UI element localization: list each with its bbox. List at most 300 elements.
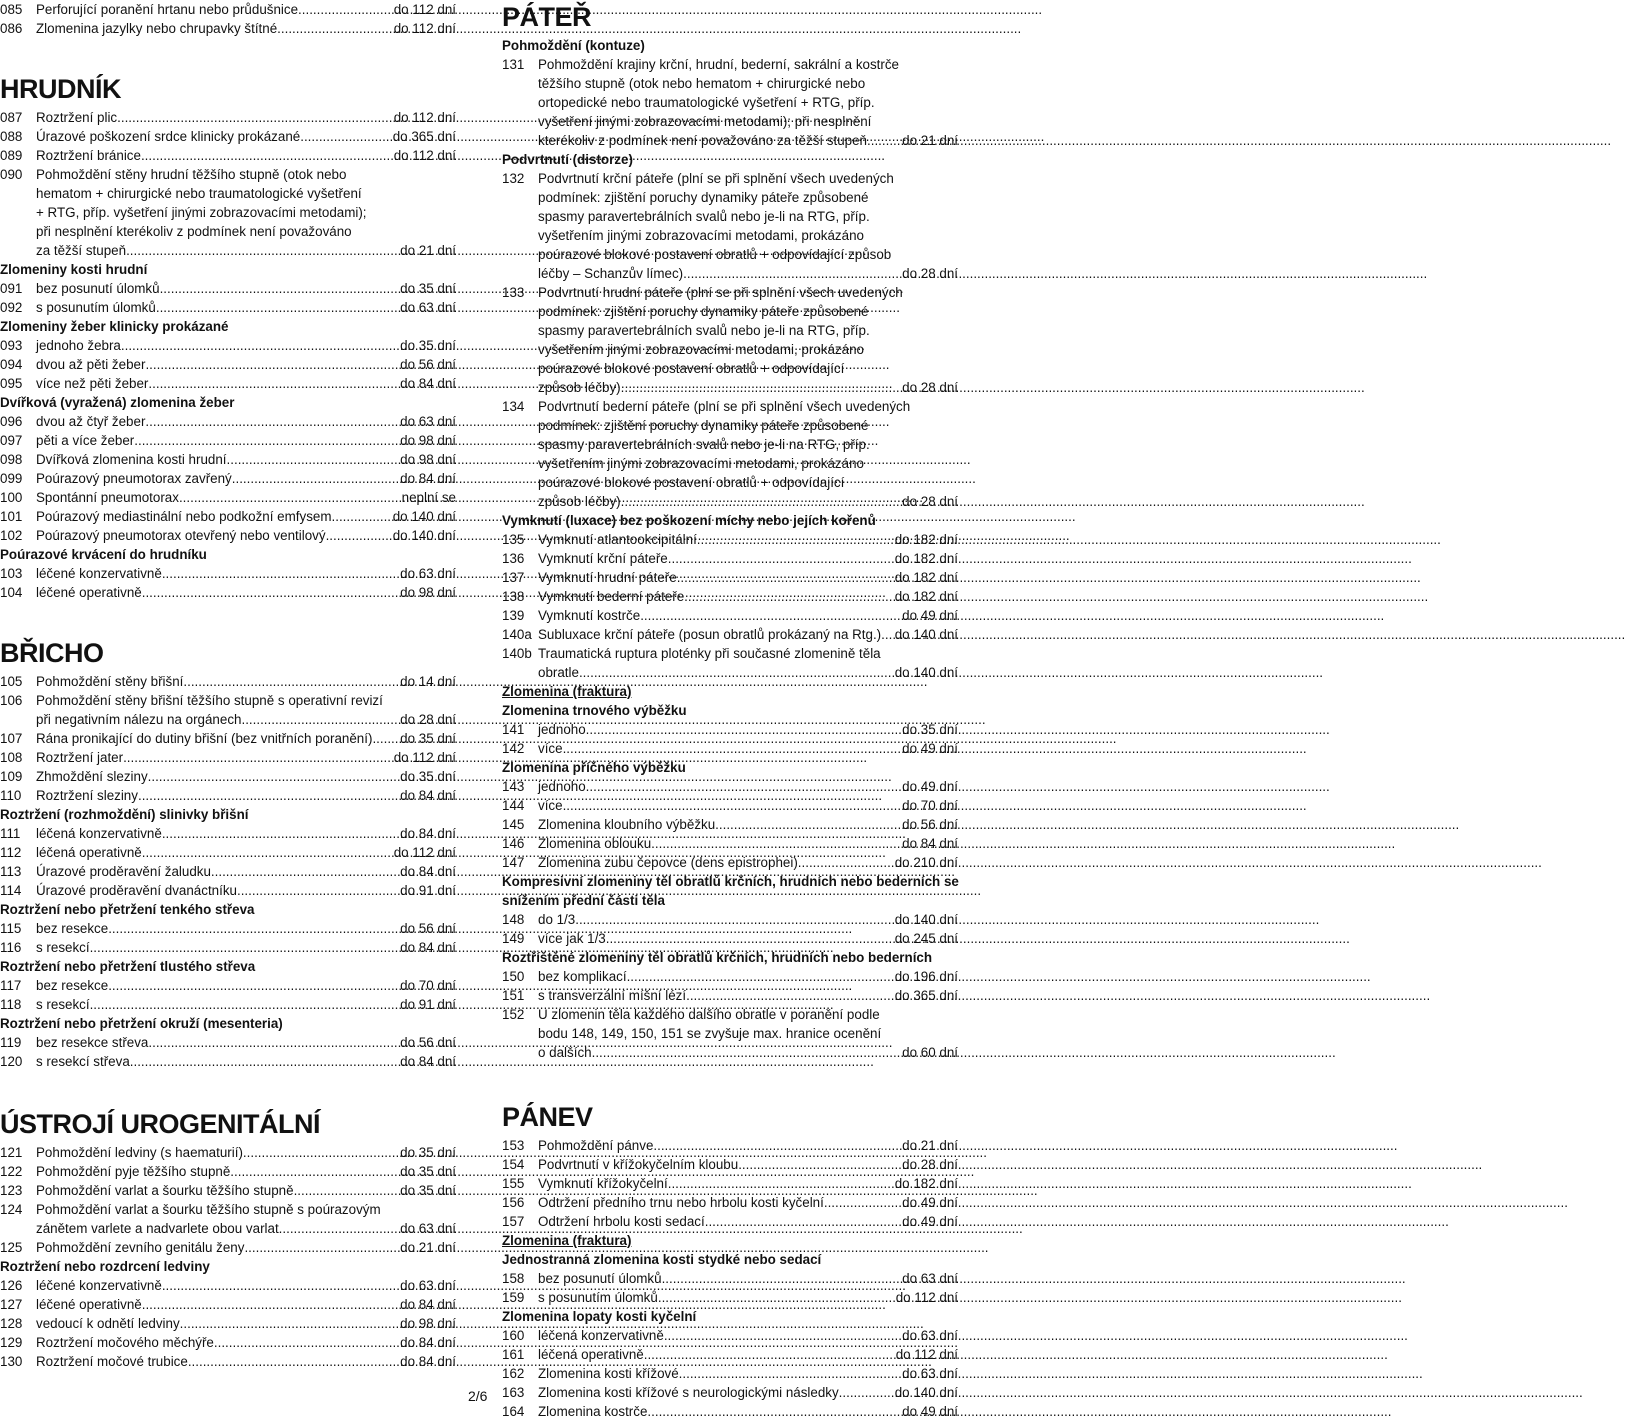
- item-label: více: [538, 798, 563, 813]
- list-item: [502, 929, 958, 948]
- item-label: Pohmoždění pyje těžšího stupně: [36, 1164, 231, 1179]
- item-duration: do 49 dní: [902, 1404, 958, 1419]
- list-item: [0, 564, 456, 583]
- list-item: [502, 777, 958, 796]
- list-item: [502, 815, 958, 834]
- item-label: jednoho: [538, 779, 586, 794]
- item-label: Zlomenina kloubního výběžku: [538, 817, 716, 832]
- item-number: 159: [502, 1290, 525, 1305]
- item-duration: do 112 dní: [393, 845, 456, 860]
- item-lines: [538, 815, 958, 834]
- item-line: [36, 976, 456, 995]
- item-duration: do 56 dní: [400, 921, 456, 936]
- item-text: [538, 283, 958, 397]
- item-lines: [36, 450, 456, 469]
- list-item: [502, 1288, 958, 1307]
- item-label: o dalších: [538, 1045, 592, 1060]
- item-text: [538, 1402, 958, 1421]
- item-line: [36, 748, 456, 767]
- list-item: [502, 530, 958, 549]
- item-lines: [36, 564, 456, 583]
- item-text: [36, 862, 456, 881]
- item-number: 101: [0, 509, 23, 524]
- item-lines: [36, 1143, 456, 1162]
- item-duration: do 49 dní: [902, 1214, 958, 1229]
- item-line: [36, 786, 456, 805]
- item-label: Roztržení plic: [36, 110, 118, 125]
- dot-leader: [644, 1345, 896, 1364]
- item-lines: [36, 1276, 456, 1295]
- item-text: [538, 1288, 958, 1307]
- list-item: [0, 1276, 456, 1295]
- item-duration: do 84 dní: [400, 940, 456, 955]
- item-lines: [36, 976, 456, 995]
- dot-leader: [881, 625, 895, 644]
- item-label: Vymknutí atlantookcipitální: [538, 532, 697, 547]
- item-text: [538, 834, 958, 853]
- item-lines: [36, 469, 456, 488]
- item-number: 118: [0, 997, 22, 1012]
- item-number: 143: [502, 779, 525, 794]
- item-label: kterékoliv z podmínek není považováno za těžší stupeň: [538, 133, 868, 148]
- item-label: pěti a více žeber: [36, 433, 135, 448]
- item-label: zánětem varlete a nadvarlete obou varlat: [36, 1221, 279, 1236]
- item-line: hematom + chirurgické nebo traumatologické vyšetření: [36, 186, 362, 201]
- item-label: léčené operativně: [36, 585, 142, 600]
- item-lines: [538, 967, 958, 986]
- item-duration: neplní se: [401, 490, 456, 505]
- item-lines: [36, 526, 456, 545]
- item-line: vyšetřením jinými zobrazovacími metodami, prokázáno: [538, 456, 864, 471]
- item-number: 139: [502, 608, 525, 623]
- list-item: [502, 1402, 958, 1421]
- list-item: [502, 1269, 958, 1288]
- item-text: [36, 767, 456, 786]
- dot-leader: [294, 1181, 401, 1200]
- item-text: [36, 336, 456, 355]
- item-lines: [538, 283, 958, 397]
- item-line: poúrazové blokové postavení obratlů + odpovídající způsob: [538, 247, 892, 262]
- item-duration: do 112 dní: [393, 110, 456, 125]
- item-number: 157: [502, 1214, 525, 1229]
- item-number: 124: [0, 1202, 23, 1217]
- item-label: s posunutím úlomků: [36, 300, 156, 315]
- item-line: [36, 279, 456, 298]
- item-lines: [538, 169, 958, 283]
- dot-leader: [121, 336, 400, 355]
- item-duration: do 84 dní: [400, 788, 456, 803]
- dot-leader: [123, 748, 394, 767]
- item-number: 147: [502, 855, 525, 870]
- item-lines: [538, 853, 958, 872]
- item-lines: [36, 1181, 456, 1200]
- item-lines: [36, 1052, 456, 1071]
- item-line: Pohmoždění stěny břišní těžšího stupně s operativní revizí: [36, 693, 383, 708]
- item-line: [36, 355, 456, 374]
- item-text: [36, 824, 456, 843]
- item-line: [36, 583, 456, 602]
- item-label: jednoho žebra: [36, 338, 121, 353]
- item-line: spasmy paravertebrálních svalů nebo je-li na RTG, příp.: [538, 323, 870, 338]
- item-number: 120: [0, 1054, 23, 1069]
- item-lines: [538, 1005, 958, 1062]
- item-number: 122: [0, 1164, 23, 1179]
- dot-leader: [108, 919, 400, 938]
- item-duration: do 196 dní: [894, 969, 958, 984]
- item-text: [36, 127, 456, 146]
- item-text: [538, 1005, 958, 1062]
- item-duration: do 112 dní: [393, 148, 456, 163]
- subsection-heading: Roztržení (rozhmoždění) slinivky břišní: [0, 807, 249, 822]
- item-lines: [36, 583, 456, 602]
- item-text: [538, 1345, 958, 1364]
- item-duration: do 98 dní: [400, 1316, 456, 1331]
- item-line: [538, 1155, 958, 1174]
- list-item: [0, 767, 456, 786]
- item-line: [538, 1383, 958, 1402]
- section-title: PÁTEŘ: [502, 2, 592, 32]
- item-lines: [36, 488, 456, 507]
- item-duration: do 63 dní: [400, 414, 456, 429]
- item-line: [36, 1143, 456, 1162]
- item-duration: do 35 dní: [400, 281, 456, 296]
- item-label: při negativním nálezu na orgánech: [36, 712, 242, 727]
- item-lines: [36, 298, 456, 317]
- item-text: [538, 815, 958, 834]
- dot-leader: [677, 568, 895, 587]
- dot-leader: [227, 450, 401, 469]
- item-text: [36, 1200, 456, 1238]
- item-lines: [36, 1162, 456, 1181]
- dot-leader: [653, 1136, 902, 1155]
- item-line: Traumatická ruptura ploténky při současné zlomenině těla: [538, 646, 881, 661]
- list-item: [502, 834, 958, 853]
- dot-leader: [586, 720, 902, 739]
- list-item: [502, 283, 958, 397]
- item-line: spasmy paravertebrálních svalů nebo je-li na RTG, příp.: [538, 209, 870, 224]
- item-label: léčené konzervativně: [36, 1278, 162, 1293]
- list-item: [502, 1136, 958, 1155]
- item-number: 095: [0, 376, 23, 391]
- item-number: 140b: [502, 646, 532, 661]
- item-line: [538, 131, 958, 150]
- item-line: [538, 378, 958, 397]
- dot-leader: [126, 241, 400, 260]
- item-label: obratle: [538, 665, 579, 680]
- item-duration: do 21 dní: [902, 133, 958, 148]
- dot-leader: [668, 549, 895, 568]
- item-line: [538, 834, 958, 853]
- item-number: 090: [0, 167, 23, 182]
- item-lines: [36, 431, 456, 450]
- item-lines: [36, 336, 456, 355]
- list-item: [0, 1295, 456, 1314]
- item-lines: [36, 1200, 456, 1238]
- item-duration: do 84 dní: [400, 376, 456, 391]
- item-text: [538, 549, 958, 568]
- item-label: Odtržení hrbolu kosti sedací: [538, 1214, 705, 1229]
- subsection-heading: Roztříštěné zlomeniny těl obratlů krčních, hrudních nebo bederních: [502, 950, 933, 965]
- item-line: [538, 606, 958, 625]
- item-number: 098: [0, 452, 23, 467]
- item-label: s posunutím úlomků: [538, 1290, 658, 1305]
- dot-leader: [679, 1364, 902, 1383]
- dot-leader: [90, 938, 401, 957]
- item-line: [36, 843, 456, 862]
- dot-leader: [138, 786, 400, 805]
- item-duration: do 84 dní: [400, 1297, 456, 1312]
- item-duration: do 365 dní: [392, 129, 456, 144]
- list-item: [502, 587, 958, 606]
- dot-leader: [658, 1288, 896, 1307]
- list-item: [0, 279, 456, 298]
- item-duration: do 35 dní: [400, 769, 456, 784]
- list-item: [502, 1155, 958, 1174]
- item-duration: do 112 dní: [393, 750, 456, 765]
- item-text: [36, 1143, 456, 1162]
- dot-leader: [145, 412, 400, 431]
- item-number: 135: [502, 532, 525, 547]
- item-label: za těžší stupeň: [36, 243, 127, 258]
- dot-leader: [686, 986, 895, 1005]
- item-line: [36, 108, 456, 127]
- item-duration: do 49 dní: [902, 1195, 958, 1210]
- item-duration: do 140 dní: [392, 528, 456, 543]
- item-duration: do 98 dní: [400, 433, 456, 448]
- list-item: [0, 919, 456, 938]
- item-line: vyšetřením jinými zobrazovacími metodami, prokázáno: [538, 228, 864, 243]
- item-label: Roztržení bránice: [36, 148, 141, 163]
- item-duration: do 98 dní: [400, 452, 456, 467]
- item-lines: [36, 919, 456, 938]
- item-duration: do 63 dní: [400, 1221, 456, 1236]
- item-line: [538, 530, 958, 549]
- dot-leader: [214, 1333, 400, 1352]
- item-line: [36, 469, 456, 488]
- dot-leader: [237, 881, 400, 900]
- item-number: 149: [502, 931, 525, 946]
- item-line: [36, 1238, 456, 1257]
- item-duration: do 21 dní: [400, 1240, 456, 1255]
- item-text: [36, 165, 456, 260]
- item-text: [538, 967, 958, 986]
- item-line: [538, 1174, 958, 1193]
- item-label: Poúrazový mediastinální nebo podkožní emfysem: [36, 509, 332, 524]
- item-duration: do 35 dní: [400, 1164, 456, 1179]
- item-duration: do 35 dní: [902, 722, 958, 737]
- item-text: [36, 564, 456, 583]
- list-item: [502, 910, 958, 929]
- list-item: [0, 488, 456, 507]
- item-label: dvou až čtyř žeber: [36, 414, 146, 429]
- subsection-heading: Zlomenina příčného výběžku: [502, 760, 686, 775]
- list-item: [0, 786, 456, 805]
- item-number: 162: [502, 1366, 525, 1381]
- item-duration: do 112 dní: [393, 21, 456, 36]
- item-label: bez komplikací: [538, 969, 627, 984]
- dot-leader: [563, 739, 903, 758]
- item-text: [36, 431, 456, 450]
- dot-leader: [232, 469, 400, 488]
- item-duration: do 28 dní: [902, 494, 958, 509]
- item-duration: do 70 dní: [400, 978, 456, 993]
- list-item: [502, 720, 958, 739]
- item-line: [36, 507, 456, 526]
- item-line: [36, 127, 456, 146]
- list-item: [0, 165, 456, 260]
- item-number: 102: [0, 528, 23, 543]
- dot-leader: [867, 131, 902, 150]
- dot-leader: [606, 929, 895, 948]
- dot-leader: [647, 1402, 902, 1421]
- item-line: [36, 146, 456, 165]
- item-number: 137: [502, 570, 525, 585]
- dot-leader: [90, 995, 401, 1014]
- list-item: [0, 1052, 456, 1071]
- item-line: [36, 710, 456, 729]
- item-label: Spontánní pneumotorax: [36, 490, 179, 505]
- item-label: bez resekce střeva: [36, 1035, 149, 1050]
- item-line: [36, 431, 456, 450]
- item-lines: [36, 374, 456, 393]
- list-item: [0, 748, 456, 767]
- item-text: [538, 568, 958, 587]
- item-number: 146: [502, 836, 525, 851]
- item-lines: [36, 824, 456, 843]
- item-lines: [538, 739, 958, 758]
- item-line: [538, 663, 958, 682]
- item-text: [36, 786, 456, 805]
- list-item: [502, 55, 958, 150]
- item-number: 088: [0, 129, 23, 144]
- item-line: spasmy paravertebrálních svalů nebo je-li na RTG, příp.: [538, 437, 870, 452]
- item-lines: [36, 1033, 456, 1052]
- item-duration: do 56 dní: [400, 1035, 456, 1050]
- item-lines: [36, 1314, 456, 1333]
- item-text: [36, 146, 456, 165]
- subsection-heading: Poúrazové krvácení do hrudníku: [0, 547, 207, 562]
- dot-leader: [640, 606, 902, 625]
- item-number: 163: [502, 1385, 525, 1400]
- list-item: [0, 843, 456, 862]
- list-item: [502, 1326, 958, 1345]
- item-line: [538, 853, 958, 872]
- item-text: [36, 507, 456, 526]
- item-text: [538, 720, 958, 739]
- left-column: [0, 0, 456, 1371]
- item-duration: do 84 dní: [400, 826, 456, 841]
- dot-leader: [839, 1383, 895, 1402]
- item-line: [538, 1043, 958, 1062]
- item-text: [538, 644, 958, 682]
- item-text: [538, 1155, 958, 1174]
- item-number: 092: [0, 300, 23, 315]
- subsection-heading: Zlomenina (fraktura): [502, 684, 632, 699]
- item-number: 086: [0, 21, 23, 36]
- item-lines: [36, 786, 456, 805]
- item-number: 115: [0, 921, 22, 936]
- list-item: [0, 298, 456, 317]
- list-item: [0, 431, 456, 450]
- dot-leader: [145, 355, 400, 374]
- item-duration: do 84 dní: [400, 1335, 456, 1350]
- item-text: [538, 397, 958, 511]
- item-label: léčené operativně: [36, 1297, 142, 1312]
- item-number: 131: [502, 57, 525, 72]
- item-line: vyšetření jinými zobrazovacími metodami); při nesplnění: [538, 114, 872, 129]
- item-duration: do 140 dní: [894, 1385, 958, 1400]
- item-label: Zlomenina kosti křížové: [538, 1366, 679, 1381]
- item-text: [36, 729, 456, 748]
- item-number: 153: [502, 1138, 525, 1153]
- item-text: [36, 1314, 456, 1333]
- list-item: [0, 1033, 456, 1052]
- item-lines: [36, 127, 456, 146]
- list-item: [0, 19, 456, 38]
- subsection-heading: Dvířková (vyražená) zlomenina žeber: [0, 395, 235, 410]
- item-text: [538, 169, 958, 283]
- dot-leader: [372, 729, 400, 748]
- item-duration: do 112 dní: [393, 2, 456, 17]
- item-text: [538, 796, 958, 815]
- item-duration: do 182 dní: [894, 570, 958, 585]
- dot-leader: [230, 1162, 400, 1181]
- list-item: [0, 450, 456, 469]
- item-line: U zlomenin těla každého dalšího obratle v poranění podle: [538, 1007, 880, 1022]
- item-number: 117: [0, 978, 22, 993]
- subsection-heading: Podvrtnutí (distorze): [502, 152, 633, 167]
- list-item: [0, 469, 456, 488]
- item-label: léčená konzervativně: [538, 1328, 664, 1343]
- item-label: Pohmoždění ledviny (s haematurií): [36, 1145, 243, 1160]
- item-label: Vymknutí křížokyčelní: [538, 1176, 668, 1191]
- item-number: 145: [502, 817, 525, 832]
- item-number: 109: [0, 769, 23, 784]
- item-line: [538, 796, 958, 815]
- item-lines: [36, 767, 456, 786]
- list-item: [502, 796, 958, 815]
- item-duration: do 49 dní: [902, 779, 958, 794]
- item-lines: [538, 55, 958, 150]
- item-number: 127: [0, 1297, 23, 1312]
- list-item: [0, 1352, 456, 1371]
- item-line: [36, 938, 456, 957]
- item-duration: do 35 dní: [400, 1183, 456, 1198]
- dot-leader: [824, 1193, 902, 1212]
- item-line: [538, 1345, 958, 1364]
- list-item: [0, 336, 456, 355]
- item-line: [36, 1162, 456, 1181]
- item-number: 112: [0, 845, 22, 860]
- item-number: 123: [0, 1183, 23, 1198]
- item-line: [36, 1219, 456, 1238]
- page-number: 2/6: [468, 1388, 488, 1404]
- dot-leader: [243, 1143, 400, 1162]
- dot-leader: [142, 583, 400, 602]
- item-lines: [36, 1295, 456, 1314]
- dot-leader: [162, 1276, 400, 1295]
- list-item: [502, 549, 958, 568]
- list-item: [502, 853, 958, 872]
- item-duration: do 63 dní: [902, 1366, 958, 1381]
- item-text: [36, 995, 456, 1014]
- item-text: [36, 488, 456, 507]
- item-label: Zlomenina kostrče: [538, 1404, 648, 1419]
- item-label: Pohmoždění varlat a šourku těžšího stupně: [36, 1183, 294, 1198]
- item-lines: [36, 19, 456, 38]
- item-text: [538, 1136, 958, 1155]
- item-duration: do 140 dní: [392, 509, 456, 524]
